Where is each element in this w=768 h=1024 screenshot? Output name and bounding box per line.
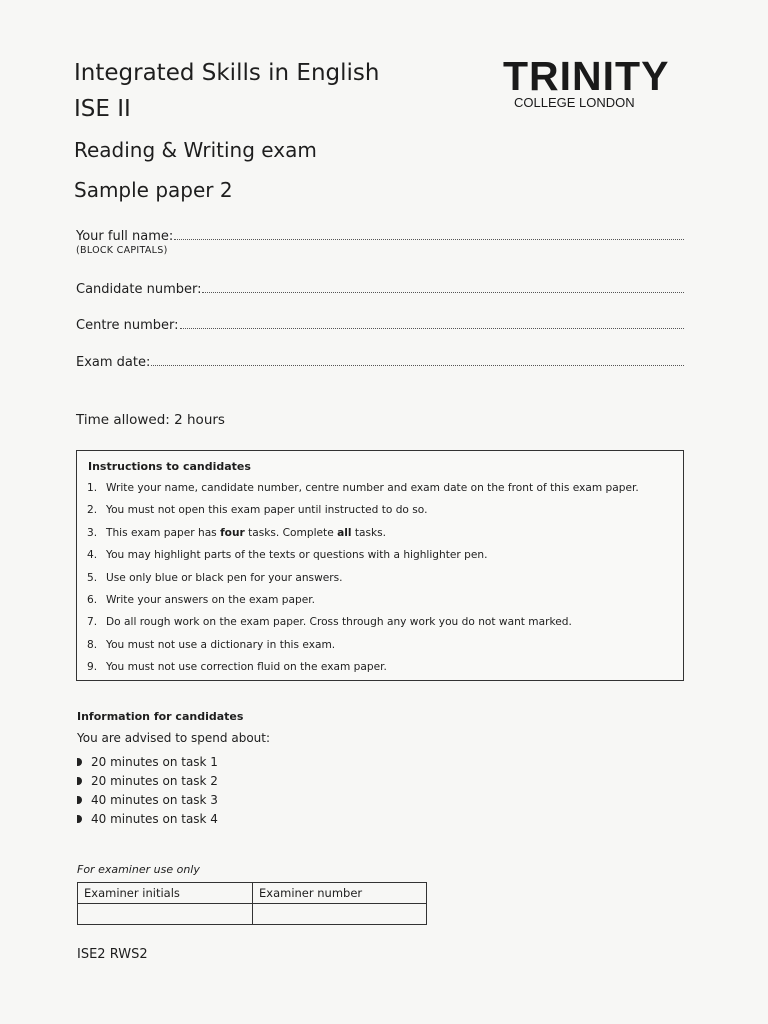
exam-date-field[interactable] <box>76 353 684 370</box>
logo-subtitle: COLLEGE LONDON <box>514 95 635 110</box>
instruction-number: 9. <box>87 661 98 674</box>
examiner-number-cell[interactable] <box>253 904 427 925</box>
examiner-initials-header: Examiner initials <box>78 883 253 904</box>
time-allowed <box>76 412 225 428</box>
centre-number-field[interactable] <box>76 316 684 333</box>
bullet-icon <box>77 815 82 823</box>
list-item-text: 40 minutes on task 3 <box>91 792 218 807</box>
instruction-item <box>87 572 639 594</box>
candidate-number-field[interactable] <box>76 280 684 297</box>
instruction-item <box>87 639 639 661</box>
exam-type: Reading & Writing exam <box>74 138 317 162</box>
instruction-text: Use only blue or black pen for your answers. <box>106 571 343 584</box>
centre-number-label: Centre number: <box>76 318 179 333</box>
time-allowed-value: 2 hours <box>174 412 225 428</box>
instruction-text-part: This exam paper has <box>106 526 221 539</box>
trinity-logo <box>503 53 688 110</box>
instruction-text: Write your name, candidate number, centre number and exam date on the front of this exam paper. <box>106 482 639 494</box>
examiner-number-header: Examiner number <box>253 883 427 904</box>
instruction-emphasis: all <box>337 526 352 539</box>
examiner-table <box>77 882 427 925</box>
instruction-item <box>87 504 639 526</box>
bullet-icon <box>77 777 82 785</box>
instruction-item <box>87 482 639 504</box>
instruction-number: 7. <box>87 616 98 629</box>
list-item-text: 40 minutes on task 4 <box>91 811 218 826</box>
list-item <box>77 809 218 828</box>
information-heading: Information for candidates <box>77 710 244 723</box>
candidate-number-line[interactable] <box>202 280 684 293</box>
instruction-text: You must not use a dictionary in this exam. <box>106 638 336 651</box>
instruction-text: You must not use correction fluid on the exam paper. <box>106 661 387 674</box>
instruction-text <box>106 527 386 549</box>
instruction-number: 8. <box>87 638 98 651</box>
instruction-text-part: tasks. <box>351 526 387 539</box>
information-intro: You are advised to spend about: <box>77 731 271 745</box>
centre-number-line[interactable] <box>180 316 685 329</box>
paper-name: Sample paper 2 <box>74 178 233 202</box>
exam-date-label: Exam date: <box>76 355 151 370</box>
examiner-initials-cell[interactable] <box>78 904 253 925</box>
instruction-number: 1. <box>87 482 98 494</box>
block-capitals-note: (BLOCK CAPITALS) <box>76 245 168 256</box>
instruction-number: 3. <box>87 526 98 539</box>
logo-wordmark: TRINITY <box>503 53 670 99</box>
list-item-text: 20 minutes on task 2 <box>91 773 218 788</box>
instruction-item <box>87 594 639 616</box>
bullet-icon <box>77 758 82 766</box>
table-row <box>78 904 427 925</box>
instruction-text: You may highlight parts of the texts or questions with a highlighter pen. <box>106 549 488 562</box>
full-name-line[interactable] <box>174 227 684 240</box>
bullet-icon <box>77 796 82 804</box>
table-row <box>78 883 427 904</box>
list-item-text: 20 minutes on task 1 <box>91 754 218 769</box>
paper-code: ISE2 RWS2 <box>77 947 148 962</box>
time-advice-list <box>77 752 218 828</box>
full-name-field[interactable] <box>76 227 684 244</box>
instruction-item <box>87 661 639 683</box>
instruction-item <box>87 549 639 571</box>
title-block <box>74 55 379 127</box>
instruction-number: 2. <box>87 504 98 517</box>
instruction-text: Write your answers on the exam paper. <box>106 593 315 606</box>
instruction-number: 6. <box>87 593 98 606</box>
instructions-box <box>76 450 684 681</box>
instruction-number: 5. <box>87 571 98 584</box>
list-item <box>77 752 218 771</box>
exam-level: ISE II <box>74 96 131 122</box>
page-title: Integrated Skills in English <box>74 60 380 86</box>
time-allowed-label: Time allowed: <box>76 412 170 428</box>
instruction-emphasis: four <box>220 526 245 539</box>
examiner-use-note: For examiner use only <box>77 863 200 876</box>
exam-date-line[interactable] <box>151 353 684 366</box>
list-item <box>77 771 218 790</box>
candidate-number-label: Candidate number: <box>76 282 202 297</box>
instruction-text: You must not open this exam paper until instructed to do so. <box>106 504 428 517</box>
instruction-number: 4. <box>87 549 98 562</box>
instruction-text: Do all rough work on the exam paper. Cross through any work you do not want marked. <box>106 616 572 629</box>
instructions-list <box>87 482 639 684</box>
instructions-heading: Instructions to candidates <box>88 460 251 473</box>
list-item <box>77 790 218 809</box>
instruction-item <box>87 616 639 638</box>
instruction-item <box>87 527 639 549</box>
instruction-text-part: tasks. Complete <box>244 526 338 539</box>
full-name-label: Your full name: <box>76 229 174 244</box>
